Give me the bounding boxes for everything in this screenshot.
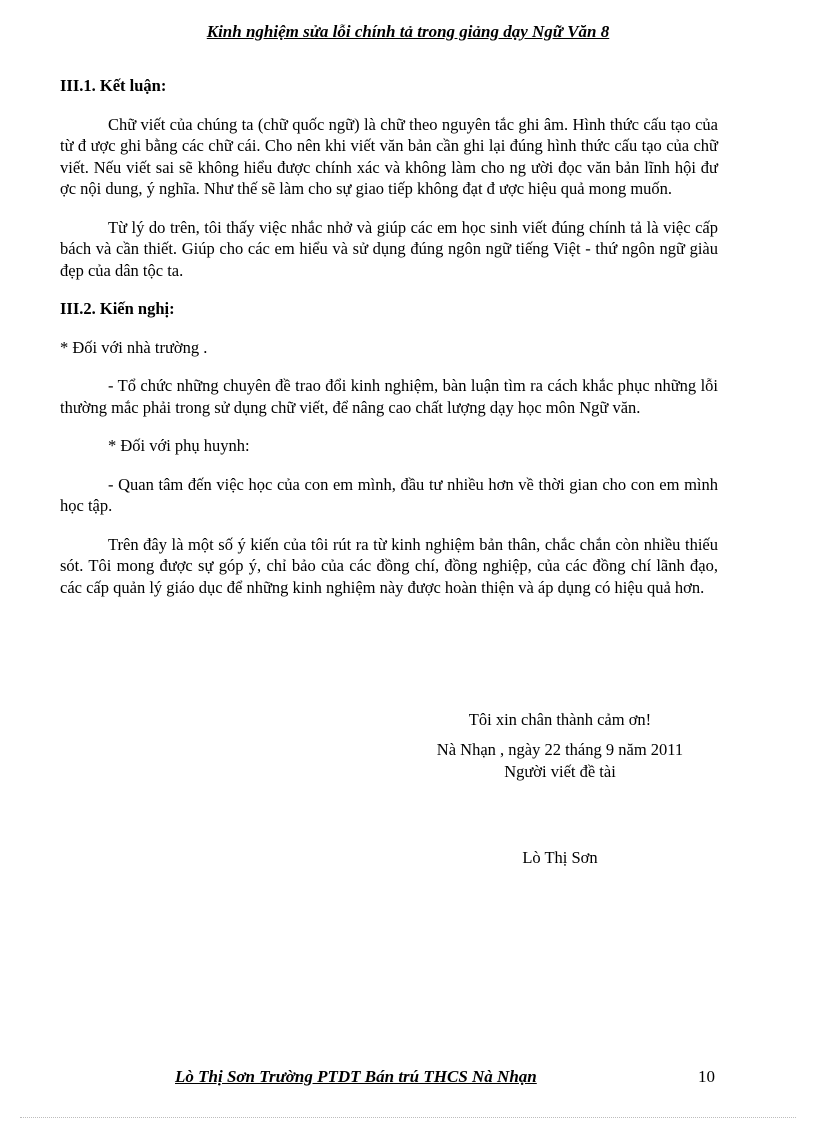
page-footer: Lò Thị Sơn Trường PTDT Bán trú THCS Nà Nhạn bbox=[175, 1067, 537, 1086]
parents-recommendation: - Quan tâm đến việc học của con em mình, đầu tư nhiều hơn về thời gian cho con em mình học tập. bbox=[60, 474, 718, 515]
signature-place-date: Nà Nhạn , ngày 22 tháng 9 năm 2011 bbox=[436, 740, 684, 759]
signature-thanks: Tôi xin chân thành cảm ơn! bbox=[468, 710, 652, 729]
signature-role: Người viết đề tài bbox=[504, 762, 616, 781]
page-number: 10 bbox=[698, 1067, 715, 1086]
parents-label: * Đối với phụ huynh: bbox=[108, 436, 250, 455]
school-label: * Đối với nhà trường . bbox=[60, 337, 208, 357]
conclusion-paragraph-1: Chữ viết của chúng ta (chữ quốc ngữ) là chữ theo nguyên tắc ghi âm. Hình thức cấu tạo của từ đ ược ghi bằng các chữ cái. Cho nên khi viết văn bản cần ghi lại đúng hình thức cấu tạo của chữ viết. Nếu viết sai sẽ không hiểu được chính xác và không làm cho ng ười đọc văn bản lĩnh hội đư ợc nội dung, ý nghĩa. Như thế sẽ làm cho sự giao tiếp không đạt đ ược hiệu quả mong muốn. bbox=[60, 114, 718, 198]
page-bottom-divider bbox=[20, 1117, 796, 1118]
section-heading-recommendation: III.2. Kiến nghị: bbox=[60, 299, 175, 318]
section-heading-conclusion: III.1. Kết luận: bbox=[60, 76, 167, 95]
closing-paragraph: Trên đây là một số ý kiến của tôi rút ra từ kinh nghiệm bản thân, chắc chắn còn nhiều thiếu sót. Tôi mong được sự góp ý, chỉ bảo của các đồng chí, đồng nghiệp, của các đồng chí lãnh đạo, các cấp quản lý giáo dục để những kinh nghiệm này được hoàn thiện và áp dụng có hiệu quả hơn. bbox=[60, 534, 718, 597]
conclusion-paragraph-2: Từ lý do trên, tôi thấy việc nhắc nhở và giúp các em học sinh viết đúng chính tả là việc cấp bách và cần thiết. Giúp cho các em hiểu và sử dụng đúng ngôn ngữ tiếng Việt - thứ ngôn ngữ giàu đẹp của dân tộc ta. bbox=[60, 217, 718, 280]
page-header: Kinh nghiệm sửa lỗi chính tả trong giảng dạy Ngữ Văn 8 bbox=[206, 22, 610, 41]
document-body bbox=[60, 75, 718, 615]
signature-name: Lò Thị Sơn bbox=[522, 848, 598, 867]
school-recommendation: - Tổ chức những chuyên đề trao đổi kinh nghiệm, bàn luận tìm ra cách khắc phục những lỗi thường mắc phải trong sử dụng chữ viết, để nâng cao chất lượng dạy học môn Ngữ văn. bbox=[60, 376, 718, 417]
